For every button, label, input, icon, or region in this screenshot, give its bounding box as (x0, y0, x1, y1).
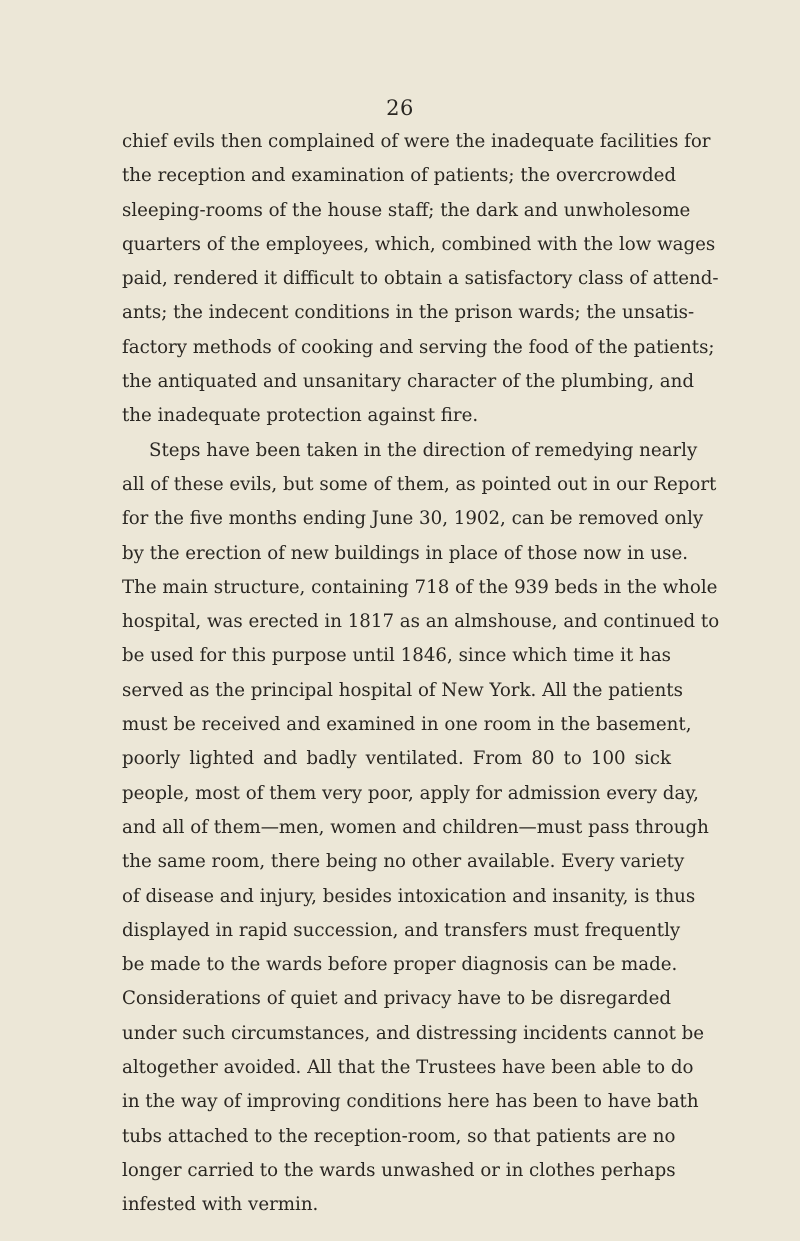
text-line: the antiquated and unsanitary character of the plumbing, and (122, 371, 695, 393)
text-line: for the five months ending June 30, 1902, can be removed only (122, 508, 704, 530)
text-line: longer carried to the wards unwashed or in clothes perhaps (122, 1159, 676, 1181)
text-line: of disease and injury, besides intoxication and insanity, is thus (122, 885, 696, 907)
text-line: sleeping-rooms of the house staff; the dark and unwholesome (122, 199, 691, 221)
text-line: under such circumstances, and distressing incidents cannot be (122, 1022, 705, 1044)
text-line: be used for this purpose until 1846, since which time it has (122, 645, 671, 667)
text-line: The main structure, containing 718 of the 939 beds in the whole (122, 576, 718, 598)
text-line: Considerations of quiet and privacy have to be disregarded (122, 988, 671, 1010)
text-line: factory methods of cooking and serving the food of the patients; (122, 336, 715, 358)
text-line: chief evils then complained of were the inadequate facilities for (122, 131, 711, 152)
text-line: the reception and examination of patients; the overcrowded (122, 165, 677, 187)
text-line: must be received and examined in one room in the basement, (122, 714, 692, 736)
text-line: hospital, was erected in 1817 as an almshouse, and continued to (122, 611, 720, 633)
body-text (122, 125, 720, 1223)
text-line: people, most of them very poor, apply for admission every day, (122, 782, 699, 804)
text-line: the same room, there being no other available. Every variety (122, 851, 685, 873)
text-line: infested with vermin. (122, 1194, 319, 1216)
text-line: altogether avoided. All that the Trustees have been able to do (122, 1057, 694, 1079)
text-line: quarters of the employees, which, combined with the low wages (122, 233, 716, 255)
text-line: in the way of improving conditions here has been to have bath (122, 1091, 699, 1113)
text-line: tubs attached to the reception-room, so that patients are no (122, 1125, 676, 1147)
text-line: all of these evils, but some of them, as pointed out in our Report (122, 473, 717, 495)
text-line: and all of them—men, women and children—must pass through (122, 816, 709, 838)
text-line: displayed in rapid succession, and transfers must frequently (122, 919, 681, 941)
text-line: ants; the indecent conditions in the prison wards; the unsatis- (122, 302, 695, 324)
text-line: served as the principal hospital of New York. All the patients (122, 679, 683, 701)
page-number: 26 (386, 96, 414, 120)
text-line: by the erection of new buildings in place of those now in use. (122, 542, 689, 564)
text-line: be made to the wards before proper diagnosis can be made. (122, 954, 678, 976)
text-line: poorly lighted and badly ventilated. From 80 to 100 sick (122, 748, 671, 770)
text-line: paid, rendered it difficult to obtain a satisfactory class of attend- (122, 268, 719, 290)
text-line: the inadequate protection against fire. (122, 405, 479, 427)
text-line: Steps have been taken in the direction of remedying nearly (149, 439, 698, 461)
